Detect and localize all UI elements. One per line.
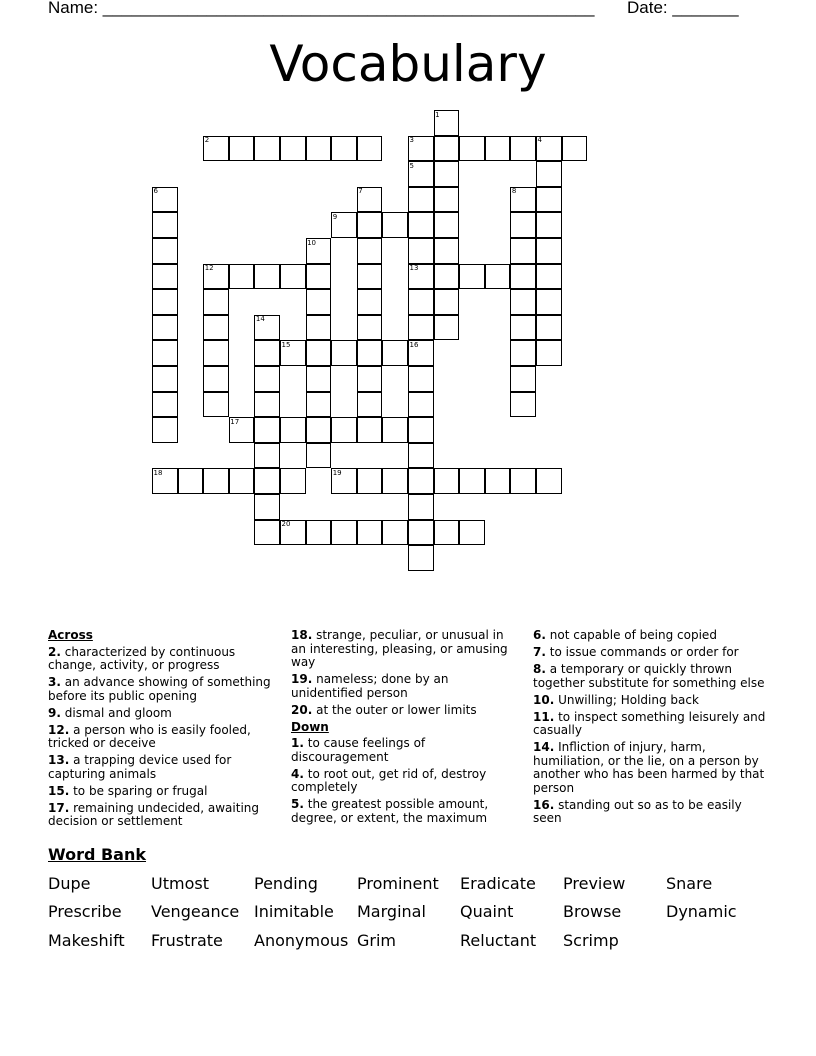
crossword-cell[interactable] [510, 264, 536, 290]
word-bank-item: Reluctant [460, 931, 537, 950]
crossword-cell[interactable] [254, 340, 280, 366]
crossword-cell[interactable] [408, 545, 434, 571]
crossword-cell[interactable] [510, 212, 536, 238]
crossword-cell[interactable] [408, 289, 434, 315]
crossword-cell[interactable] [331, 136, 357, 162]
clue-across-9: 9. dismal and gloom [48, 705, 172, 720]
clue-down-8: 8. a temporary or quickly thrown together substitute for something else [533, 662, 765, 690]
clue-number: 2 [204, 136, 210, 145]
crossword-cell[interactable] [254, 366, 280, 392]
clues-column-1 [48, 629, 278, 832]
crossword-cell[interactable] [203, 468, 229, 494]
crossword-cell[interactable] [536, 315, 562, 341]
crossword-cell[interactable] [536, 187, 562, 213]
crossword-cell[interactable] [536, 212, 562, 238]
crossword-cell[interactable] [357, 264, 383, 290]
word-bank-item: Utmost [151, 874, 209, 893]
date-field-label[interactable]: Date: _______ [627, 0, 739, 17]
crossword-cell[interactable] [408, 238, 434, 264]
crossword-cell[interactable] [203, 392, 229, 418]
crossword-cell[interactable] [254, 443, 280, 469]
crossword-cell[interactable] [280, 264, 306, 290]
crossword-cell[interactable] [382, 417, 408, 443]
crossword-cell[interactable] [254, 264, 280, 290]
crossword-cell[interactable] [459, 468, 485, 494]
clue-number: 19 [332, 468, 342, 477]
clue-number: 14 [255, 315, 265, 324]
word-bank-item: Eradicate [460, 874, 536, 893]
crossword-cell[interactable] [280, 417, 306, 443]
crossword-cell[interactable] [408, 520, 434, 546]
crossword-cell[interactable] [331, 417, 357, 443]
clues-column-3 [533, 629, 773, 829]
crossword-cell[interactable] [434, 136, 460, 162]
crossword-cell[interactable] [357, 238, 383, 264]
word-bank-item: Dynamic [666, 902, 737, 921]
crossword-cell[interactable] [434, 212, 460, 238]
crossword-cell[interactable] [152, 264, 178, 290]
crossword-cell[interactable] [408, 212, 434, 238]
crossword-cell[interactable] [536, 340, 562, 366]
name-date-row [48, 0, 768, 20]
crossword-cell[interactable] [280, 468, 306, 494]
crossword-cell[interactable] [382, 340, 408, 366]
clue-across-18: 18. strange, peculiar, or unusual in an interesting, pleasing, or amusing way [291, 628, 508, 669]
crossword-cell[interactable] [510, 289, 536, 315]
crossword-cell[interactable] [306, 417, 332, 443]
word-bank-item: Dupe [48, 874, 91, 893]
crossword-cell[interactable] [152, 392, 178, 418]
crossword-cell[interactable] [152, 238, 178, 264]
crossword-cell[interactable] [434, 264, 460, 290]
crossword-cell[interactable] [485, 468, 511, 494]
clue-number: 17 [230, 417, 240, 426]
word-bank-item: Inimitable [254, 902, 334, 921]
clue-across-20: 20. at the outer or lower limits [291, 702, 477, 717]
clue-number: 4 [537, 136, 542, 145]
crossword-cell[interactable] [434, 289, 460, 315]
crossword-cell[interactable] [203, 340, 229, 366]
crossword-cell[interactable] [536, 161, 562, 187]
crossword-cell[interactable] [152, 289, 178, 315]
clue-across-12: 12. a person who is easily fooled, tricked or deceive [48, 722, 251, 750]
crossword-cell[interactable] [306, 520, 332, 546]
crossword-cell[interactable] [434, 315, 460, 341]
crossword-cell[interactable] [280, 136, 306, 162]
clue-number: 7 [358, 187, 363, 196]
crossword-cell[interactable] [562, 136, 588, 162]
word-bank-item: Grim [357, 931, 397, 950]
crossword-cell[interactable] [510, 238, 536, 264]
crossword-cell[interactable] [434, 468, 460, 494]
crossword-cell[interactable] [459, 264, 485, 290]
crossword-cell[interactable] [152, 212, 178, 238]
clue-down-5: 5. the greatest possible amount, degree, or extent, the maximum [291, 797, 489, 825]
crossword-cell[interactable] [331, 340, 357, 366]
crossword-cell[interactable] [306, 315, 332, 341]
crossword-cell[interactable] [357, 340, 383, 366]
crossword-cell[interactable] [408, 468, 434, 494]
crossword-cell[interactable] [382, 468, 408, 494]
name-field-label[interactable]: Name: ____________________________________________________ [48, 0, 595, 17]
crossword-cell[interactable] [536, 289, 562, 315]
crossword-cell[interactable] [459, 136, 485, 162]
clue-number: 10 [307, 238, 317, 247]
word-bank-item: Makeshift [48, 931, 125, 950]
clue-down-10: 10. Unwilling; Holding back [533, 692, 699, 707]
word-bank-title: Word Bank [48, 845, 147, 864]
crossword-cell[interactable] [178, 468, 204, 494]
crossword-cell[interactable] [510, 366, 536, 392]
word-bank-item: Preview [563, 874, 626, 893]
word-bank-item: Frustrate [151, 931, 223, 950]
crossword-cell[interactable] [510, 315, 536, 341]
clue-number: 1 [435, 110, 440, 119]
clue-number: 3 [409, 136, 414, 145]
crossword-cell[interactable] [510, 468, 536, 494]
crossword-cell[interactable] [254, 468, 280, 494]
crossword-cell[interactable] [434, 161, 460, 187]
clue-across-17: 17. remaining undecided, awaiting decision or settlement [48, 800, 260, 828]
clue-down-14: 14. Infliction of injury, harm, humiliation, or the lie, on a person by another who has been harmed by that person [533, 740, 765, 795]
crossword-cell[interactable] [510, 340, 536, 366]
clue-number: 18 [153, 468, 163, 477]
crossword-cell[interactable] [306, 264, 332, 290]
word-bank-item: Snare [666, 874, 713, 893]
clue-down-11: 11. to inspect something leisurely and casually [533, 709, 766, 737]
clue-number: 15 [281, 340, 291, 349]
crossword-cell[interactable] [357, 468, 383, 494]
crossword-cell[interactable] [152, 340, 178, 366]
crossword-cell[interactable] [536, 264, 562, 290]
clue-across-2: 2. characterized by continuous change, activity, or progress [48, 644, 236, 672]
crossword-cell[interactable] [408, 187, 434, 213]
crossword-cell[interactable] [229, 136, 255, 162]
crossword-cell[interactable] [331, 520, 357, 546]
crossword-cell[interactable] [254, 494, 280, 520]
clue-across-19: 19. nameless; done by an unidentified person [291, 672, 449, 700]
crossword-cell[interactable] [357, 520, 383, 546]
crossword-cell[interactable] [357, 392, 383, 418]
crossword-cell[interactable] [459, 520, 485, 546]
clue-number: 20 [281, 520, 291, 529]
crossword-cell[interactable] [203, 366, 229, 392]
clue-across-13: 13. a trapping device used for capturing animals [48, 753, 232, 781]
crossword-cell[interactable] [408, 392, 434, 418]
crossword-cell[interactable] [306, 443, 332, 469]
crossword-cell[interactable] [357, 136, 383, 162]
crossword-cell[interactable] [510, 392, 536, 418]
clue-number: 8 [511, 187, 517, 196]
word-bank-item: Pending [254, 874, 318, 893]
clue-down-6: 6. not capable of being copied [533, 628, 717, 642]
across-heading: Across [48, 628, 93, 642]
word-bank-item: Vengeance [151, 902, 240, 921]
word-bank-item: Prescribe [48, 902, 122, 921]
crossword-cell[interactable] [536, 238, 562, 264]
crossword-cell[interactable] [536, 468, 562, 494]
clue-down-1: 1. to cause feelings of discouragement [291, 736, 426, 764]
word-bank-item: Browse [563, 902, 622, 921]
clue-number: 13 [409, 264, 419, 273]
crossword-cell[interactable] [434, 238, 460, 264]
crossword-cell[interactable] [408, 443, 434, 469]
word-bank-item: Anonymous [254, 931, 349, 950]
clue-number: 12 [204, 264, 214, 273]
crossword-cell[interactable] [152, 417, 178, 443]
crossword-cell[interactable] [254, 136, 280, 162]
clue-down-16: 16. standing out so as to be easily seen [533, 797, 742, 825]
crossword-cell[interactable] [306, 136, 332, 162]
crossword-cell[interactable] [152, 366, 178, 392]
clue-down-4: 4. to root out, get rid of, destroy completely [291, 766, 487, 794]
crossword-cell[interactable] [485, 136, 511, 162]
crossword-cell[interactable] [382, 520, 408, 546]
clue-down-7: 7. to issue commands or order for [533, 645, 739, 659]
crossword-cell[interactable] [254, 417, 280, 443]
clue-number: 5 [409, 161, 414, 170]
crossword-cell[interactable] [408, 315, 434, 341]
crossword-cell[interactable] [510, 136, 536, 162]
word-bank-item: Marginal [357, 902, 426, 921]
down-heading: Down [291, 719, 329, 734]
clue-number: 9 [332, 212, 338, 221]
crossword-cell[interactable] [306, 366, 332, 392]
word-bank-item: Quaint [460, 902, 514, 921]
word-bank-item: Prominent [357, 874, 439, 893]
word-bank-item: Scrimp [563, 931, 619, 950]
crossword-cell[interactable] [203, 289, 229, 315]
crossword-cell[interactable] [357, 315, 383, 341]
clues-column-2 [291, 629, 516, 829]
crossword-cell[interactable] [229, 468, 255, 494]
crossword-cell[interactable] [485, 264, 511, 290]
crossword-cell[interactable] [306, 392, 332, 418]
clue-across-3: 3. an advance showing of something before its public opening [48, 675, 271, 703]
clue-number: 16 [409, 340, 419, 349]
crossword-cell[interactable] [408, 494, 434, 520]
crossword-cell[interactable] [357, 417, 383, 443]
crossword-cell[interactable] [254, 392, 280, 418]
page-title: Vocabulary [269, 35, 547, 93]
crossword-cell[interactable] [357, 366, 383, 392]
crossword-cell[interactable] [357, 212, 383, 238]
crossword-cell[interactable] [434, 187, 460, 213]
crossword-cell[interactable] [203, 315, 229, 341]
crossword-cell[interactable] [408, 366, 434, 392]
clue-across-15: 15. to be sparing or frugal [48, 783, 208, 798]
crossword-cell[interactable] [306, 340, 332, 366]
crossword-cell[interactable] [152, 315, 178, 341]
crossword-cell[interactable] [408, 417, 434, 443]
crossword-cell[interactable] [306, 289, 332, 315]
crossword-cell[interactable] [357, 289, 383, 315]
crossword-cell[interactable] [434, 520, 460, 546]
crossword-cell[interactable] [254, 520, 280, 546]
crossword-cell[interactable] [382, 212, 408, 238]
clue-number: 6 [153, 187, 158, 196]
crossword-cell[interactable] [229, 264, 255, 290]
